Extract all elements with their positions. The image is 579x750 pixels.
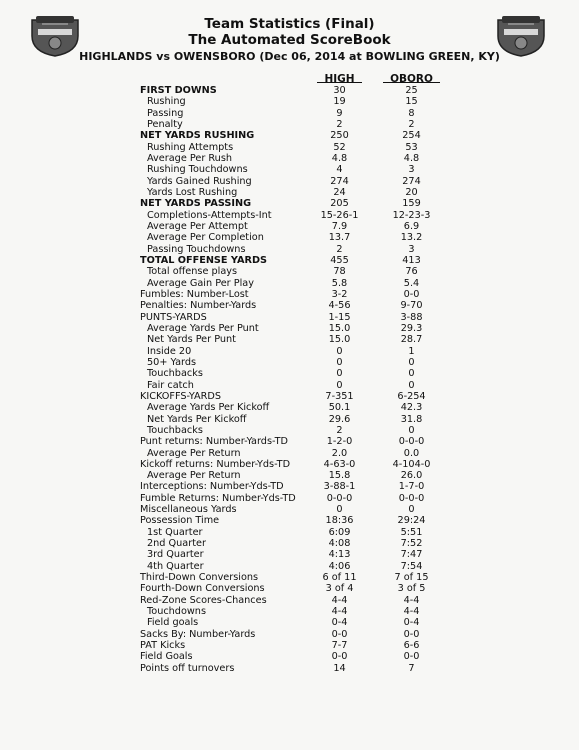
team1-value: 50.1 bbox=[328, 402, 351, 414]
team1-value: 30 bbox=[333, 85, 346, 96]
team2-value: 53 bbox=[405, 141, 418, 153]
stat-row bbox=[140, 244, 440, 255]
stat-label: Average Gain Per Play bbox=[147, 277, 254, 289]
team2-value: 76 bbox=[405, 266, 418, 278]
team1-column-header: HIGH bbox=[324, 73, 355, 85]
stat-row bbox=[140, 663, 440, 674]
stat-label: Penalty bbox=[147, 118, 183, 130]
stat-row bbox=[140, 210, 440, 221]
team1-value: 3 of 4 bbox=[325, 583, 354, 595]
stat-label: Field Goals bbox=[140, 651, 193, 663]
stat-label: Touchdowns bbox=[147, 606, 206, 618]
team2-value: 7 of 15 bbox=[394, 572, 429, 584]
stat-label: Field goals bbox=[147, 617, 199, 629]
stat-row bbox=[140, 312, 440, 323]
stat-label: Fumble Returns: Number-Yds-TD bbox=[140, 492, 296, 504]
stat-label: NET YARDS PASSING bbox=[140, 198, 252, 210]
team1-value: 0-0 bbox=[331, 628, 348, 640]
stat-label: Net Yards Per Punt bbox=[147, 334, 236, 346]
stat-row bbox=[140, 459, 440, 470]
team2-value: 6.9 bbox=[403, 220, 420, 232]
stat-row bbox=[140, 538, 440, 549]
team2-value: 0-0 bbox=[403, 651, 420, 663]
stat-row bbox=[140, 108, 440, 119]
team1-value: 7-351 bbox=[325, 390, 354, 402]
team2-value: 4-4 bbox=[403, 606, 420, 618]
team1-value: 4-4 bbox=[331, 606, 348, 618]
team1-value: 13.7 bbox=[328, 232, 351, 244]
team2-value: 0-0-0 bbox=[398, 436, 425, 448]
stat-label: NET YARDS RUSHING bbox=[140, 130, 255, 142]
stat-row bbox=[140, 391, 440, 402]
team1-value: 2 bbox=[336, 118, 343, 130]
team2-value: 0-0 bbox=[403, 628, 420, 640]
stat-label: Touchbacks bbox=[147, 368, 203, 380]
team1-value: 0 bbox=[336, 504, 343, 516]
stat-label: Rushing Touchdowns bbox=[147, 164, 248, 176]
stat-label: PAT Kicks bbox=[140, 640, 186, 652]
stat-label: Average Per Return bbox=[147, 447, 241, 459]
team2-value: 20 bbox=[405, 186, 418, 198]
stat-label: Average Per Completion bbox=[147, 232, 264, 244]
matchup-line: HIGHLANDS vs OWENSBORO (Dec 06, 2014 at BOWLING GREEN, KY) bbox=[79, 50, 500, 63]
stat-label: Touchbacks bbox=[147, 424, 203, 436]
stat-label: Sacks By: Number-Yards bbox=[140, 628, 256, 640]
team2-value: 5.4 bbox=[403, 277, 420, 289]
team2-value: 0 bbox=[408, 356, 415, 368]
stat-row bbox=[140, 651, 440, 662]
team2-value: 5:51 bbox=[400, 526, 423, 538]
team1-value: 4.8 bbox=[331, 152, 348, 164]
stat-row bbox=[140, 515, 440, 526]
stat-row bbox=[140, 606, 440, 617]
team2-value: 413 bbox=[402, 254, 421, 266]
team2-value: 7:52 bbox=[400, 538, 423, 550]
stat-label: Inside 20 bbox=[147, 345, 192, 357]
team2-value: 28.7 bbox=[400, 334, 423, 346]
team2-value: 42.3 bbox=[400, 402, 423, 414]
stat-row bbox=[140, 504, 440, 515]
stat-row bbox=[140, 470, 440, 481]
stat-row bbox=[140, 119, 440, 130]
stat-label: Average Per Return bbox=[147, 470, 241, 482]
team2-value: 13.2 bbox=[400, 232, 423, 244]
team2-value: 9-70 bbox=[400, 300, 423, 312]
team2-value: 274 bbox=[402, 175, 421, 187]
team1-value: 4-4 bbox=[331, 594, 348, 606]
team1-value: 18:36 bbox=[325, 515, 354, 527]
stat-row bbox=[140, 300, 440, 311]
team1-value: 2 bbox=[336, 243, 343, 255]
stat-label: Points off turnovers bbox=[140, 662, 235, 674]
stat-label: Yards Lost Rushing bbox=[147, 186, 238, 198]
team2-value: 7:54 bbox=[400, 560, 423, 572]
team2-column-header: OBORO bbox=[390, 73, 433, 85]
stat-row bbox=[140, 85, 440, 96]
stat-row bbox=[140, 289, 440, 300]
team1-value: 29.6 bbox=[328, 413, 351, 425]
team1-value: 0 bbox=[336, 379, 343, 391]
stat-row bbox=[140, 187, 440, 198]
stat-label: Net Yards Per Kickoff bbox=[147, 413, 247, 425]
stat-row bbox=[140, 617, 440, 628]
stat-row bbox=[140, 96, 440, 107]
stat-row bbox=[140, 436, 440, 447]
team2-value: 31.8 bbox=[400, 413, 423, 425]
team2-value: 3 bbox=[408, 164, 415, 176]
stat-row bbox=[140, 425, 440, 436]
stat-label: Rushing Attempts bbox=[147, 141, 234, 153]
stat-row bbox=[140, 583, 440, 594]
stat-label: Passing bbox=[147, 107, 184, 119]
team2-value: 4.8 bbox=[403, 152, 420, 164]
team1-value: 1-2-0 bbox=[326, 436, 353, 448]
stat-label: Miscellaneous Yards bbox=[140, 504, 237, 516]
team2-value: 0.0 bbox=[403, 447, 420, 459]
team1-value: 4:08 bbox=[328, 538, 351, 550]
team1-value: 3-88-1 bbox=[323, 481, 356, 493]
stat-label: Kickoff returns: Number-Yds-TD bbox=[140, 458, 291, 470]
team2-value: 1-7-0 bbox=[398, 481, 425, 493]
team1-value: 4-63-0 bbox=[323, 458, 356, 470]
stat-label: Passing Touchdowns bbox=[147, 243, 246, 255]
stat-label: Penalties: Number-Yards bbox=[140, 300, 257, 312]
stat-row bbox=[140, 402, 440, 413]
team1-value: 6 of 11 bbox=[322, 572, 357, 584]
stat-row bbox=[140, 153, 440, 164]
team2-value: 2 bbox=[408, 118, 415, 130]
stat-row bbox=[140, 549, 440, 560]
stat-row bbox=[140, 572, 440, 583]
team2-value: 7:47 bbox=[400, 549, 423, 561]
stat-label: PUNTS-YARDS bbox=[140, 311, 207, 323]
team1-value: 24 bbox=[333, 186, 346, 198]
team1-value: 9 bbox=[336, 107, 343, 119]
team2-value: 159 bbox=[402, 198, 421, 210]
team2-value: 3-88 bbox=[400, 311, 423, 323]
report-header bbox=[0, 16, 579, 65]
team2-value: 1 bbox=[408, 345, 415, 357]
team1-value: 6:09 bbox=[328, 526, 351, 538]
stat-label: Average Yards Per Punt bbox=[147, 322, 259, 334]
team2-value: 6-6 bbox=[403, 640, 420, 652]
team2-value: 0 bbox=[408, 504, 415, 516]
team1-value: 0 bbox=[336, 345, 343, 357]
team2-value: 29.3 bbox=[400, 322, 423, 334]
stat-label: Yards Gained Rushing bbox=[147, 175, 252, 187]
stat-row bbox=[140, 278, 440, 289]
stat-label: FIRST DOWNS bbox=[140, 85, 217, 96]
team2-value: 4-104-0 bbox=[392, 458, 431, 470]
stat-label: Fumbles: Number-Lost bbox=[140, 288, 249, 300]
team2-value: 4-4 bbox=[403, 594, 420, 606]
team1-value: 3-2 bbox=[331, 288, 348, 300]
team-stats-table bbox=[140, 73, 440, 674]
team2-value: 0 bbox=[408, 368, 415, 380]
team2-value: 12-23-3 bbox=[392, 209, 431, 221]
team1-value: 19 bbox=[333, 96, 346, 108]
stat-row bbox=[140, 448, 440, 459]
stat-row bbox=[140, 640, 440, 651]
team2-value: 3 bbox=[408, 243, 415, 255]
stat-row bbox=[140, 221, 440, 232]
team2-value: 25 bbox=[405, 85, 418, 96]
stat-row bbox=[140, 266, 440, 277]
team2-value: 3 of 5 bbox=[397, 583, 426, 595]
stat-row bbox=[140, 334, 440, 345]
team1-value: 7.9 bbox=[331, 220, 348, 232]
stat-label: 50+ Yards bbox=[147, 356, 197, 368]
stat-row bbox=[140, 232, 440, 243]
stat-label: Average Per Rush bbox=[147, 152, 233, 164]
stat-label: Average Yards Per Kickoff bbox=[147, 402, 270, 414]
stat-label: Red-Zone Scores-Chances bbox=[140, 594, 267, 606]
team1-value: 250 bbox=[330, 130, 349, 142]
stat-label: TOTAL OFFENSE YARDS bbox=[140, 254, 267, 266]
stat-row bbox=[140, 481, 440, 492]
team1-value: 4:13 bbox=[328, 549, 351, 561]
team1-value: 7-7 bbox=[331, 640, 348, 652]
team1-value: 0-4 bbox=[331, 617, 348, 629]
stat-label: Third-Down Conversions bbox=[140, 572, 259, 584]
stat-label: Interceptions: Number-Yds-TD bbox=[140, 481, 284, 493]
stat-label: Punt returns: Number-Yards-TD bbox=[140, 436, 288, 448]
team2-value: 254 bbox=[402, 130, 421, 142]
stat-label: Total offense plays bbox=[147, 266, 238, 278]
team2-value: 26.0 bbox=[400, 470, 423, 482]
team2-value: 15 bbox=[405, 96, 418, 108]
team1-value: 0 bbox=[336, 356, 343, 368]
stat-label: Fair catch bbox=[147, 379, 194, 391]
team1-value: 2.0 bbox=[331, 447, 348, 459]
team1-value: 15.0 bbox=[328, 322, 351, 334]
team1-value: 274 bbox=[330, 175, 349, 187]
report-title: Team Statistics (Final) bbox=[204, 16, 375, 32]
team1-value: 14 bbox=[333, 662, 346, 674]
stat-row bbox=[140, 346, 440, 357]
team1-value: 0-0-0 bbox=[326, 492, 353, 504]
stat-label: 4th Quarter bbox=[147, 560, 204, 572]
team1-value: 455 bbox=[330, 254, 349, 266]
stat-label: Possession Time bbox=[140, 515, 220, 527]
stat-row bbox=[140, 527, 440, 538]
team1-value: 4:06 bbox=[328, 560, 351, 572]
stat-label: 3rd Quarter bbox=[147, 549, 204, 561]
team1-value: 5.8 bbox=[331, 277, 348, 289]
team2-value: 0-0 bbox=[403, 288, 420, 300]
stat-label: Completions-Attempts-Int bbox=[147, 209, 272, 221]
stat-row bbox=[140, 323, 440, 334]
stat-row bbox=[140, 142, 440, 153]
stat-row bbox=[140, 380, 440, 391]
team1-value: 15.8 bbox=[328, 470, 351, 482]
stat-row bbox=[140, 629, 440, 640]
team1-value: 4-56 bbox=[328, 300, 351, 312]
stat-label: 2nd Quarter bbox=[147, 538, 206, 550]
team2-value: 29:24 bbox=[397, 515, 426, 527]
stat-row bbox=[140, 130, 440, 141]
stat-row bbox=[140, 255, 440, 266]
team1-value: 2 bbox=[336, 424, 343, 436]
team2-value: 0 bbox=[408, 424, 415, 436]
team1-value: 52 bbox=[333, 141, 346, 153]
stat-row bbox=[140, 414, 440, 425]
stat-row bbox=[140, 176, 440, 187]
team2-value: 6-254 bbox=[397, 390, 426, 402]
stat-row bbox=[140, 561, 440, 572]
team2-value: 0 bbox=[408, 379, 415, 391]
team2-value: 7 bbox=[408, 662, 415, 674]
team1-value: 4 bbox=[336, 164, 343, 176]
team1-value: 1-15 bbox=[328, 311, 351, 323]
team1-value: 15.0 bbox=[328, 334, 351, 346]
team1-value: 0 bbox=[336, 368, 343, 380]
stat-label: Fourth-Down Conversions bbox=[140, 583, 265, 595]
team2-value: 0-4 bbox=[403, 617, 420, 629]
stat-row bbox=[140, 357, 440, 368]
team2-value: 8 bbox=[408, 107, 415, 119]
stat-row bbox=[140, 595, 440, 606]
report-subtitle: The Automated ScoreBook bbox=[188, 32, 391, 48]
stat-label: Rushing bbox=[147, 96, 186, 108]
stat-row bbox=[140, 368, 440, 379]
stat-row bbox=[140, 493, 440, 504]
team1-value: 15-26-1 bbox=[320, 209, 359, 221]
stat-label: 1st Quarter bbox=[147, 526, 203, 538]
stat-label: KICKOFFS-YARDS bbox=[140, 390, 222, 402]
stat-label: Average Per Attempt bbox=[147, 220, 248, 232]
stat-row bbox=[140, 198, 440, 209]
team1-value: 205 bbox=[330, 198, 349, 210]
team1-value: 78 bbox=[333, 266, 346, 278]
table-header bbox=[140, 73, 440, 85]
team2-value: 0-0-0 bbox=[398, 492, 425, 504]
stat-row bbox=[140, 164, 440, 175]
team1-value: 0-0 bbox=[331, 651, 348, 663]
